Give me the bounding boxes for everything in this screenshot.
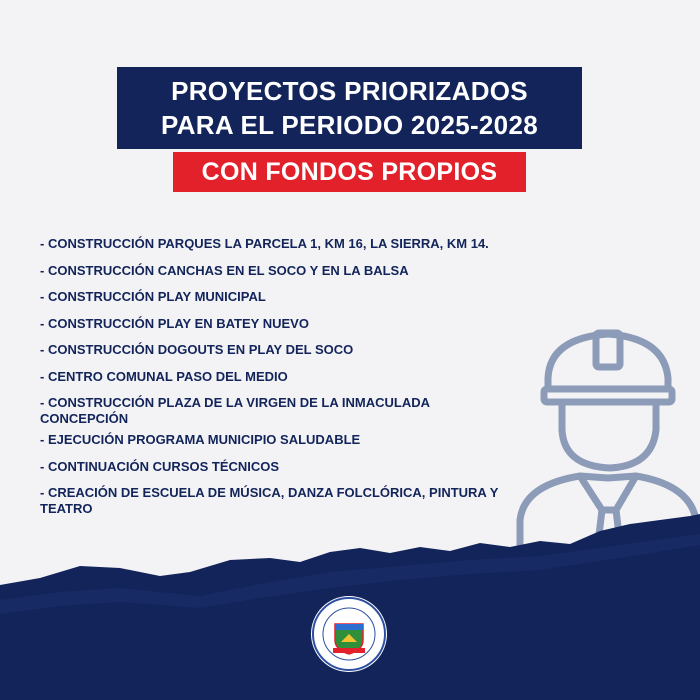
- list-item: - CONSTRUCCIÓN CANCHAS EN EL SOCO Y EN LA BALSA: [40, 262, 409, 278]
- list-item: - CONSTRUCCIÓN PARQUES LA PARCELA 1, KM 16, LA SIERRA, KM 14.: [40, 236, 489, 251]
- list-item: - CONSTRUCCIÓN DOGOUTS EN PLAY DEL SOCO: [40, 342, 354, 357]
- title-line-2: PARA EL PERIODO 2025-2028: [161, 110, 538, 140]
- list-item: - CONSTRUCCIÓN PLAZA DE LA VIRGEN DE LA INMACULADA CONCEPCIÓN: [40, 395, 430, 426]
- subtitle-banner: CON FONDOS PROPIOS: [173, 152, 526, 192]
- title-line-1: PROYECTOS PRIORIZADOS: [171, 76, 528, 106]
- list-item: - CENTRO COMUNAL PASO DEL MEDIO: [40, 368, 288, 384]
- list-item: - EJECUCIÓN PROGRAMA MUNICIPIO SALUDABLE: [40, 432, 361, 447]
- list-item: - CONTINUACIÓN CURSOS TÉCNICOS: [40, 458, 280, 474]
- list-item: - CONSTRUCCIÓN PLAY MUNICIPAL: [40, 289, 266, 304]
- list-item: - CREACIÓN DE ESCUELA DE MÚSICA, DANZA FOLCLÓRICA, PINTURA Y TEATRO: [40, 485, 499, 516]
- municipal-seal-logo: [311, 596, 387, 672]
- list-item: - CONSTRUCCIÓN PLAY EN BATEY NUEVO: [40, 315, 309, 331]
